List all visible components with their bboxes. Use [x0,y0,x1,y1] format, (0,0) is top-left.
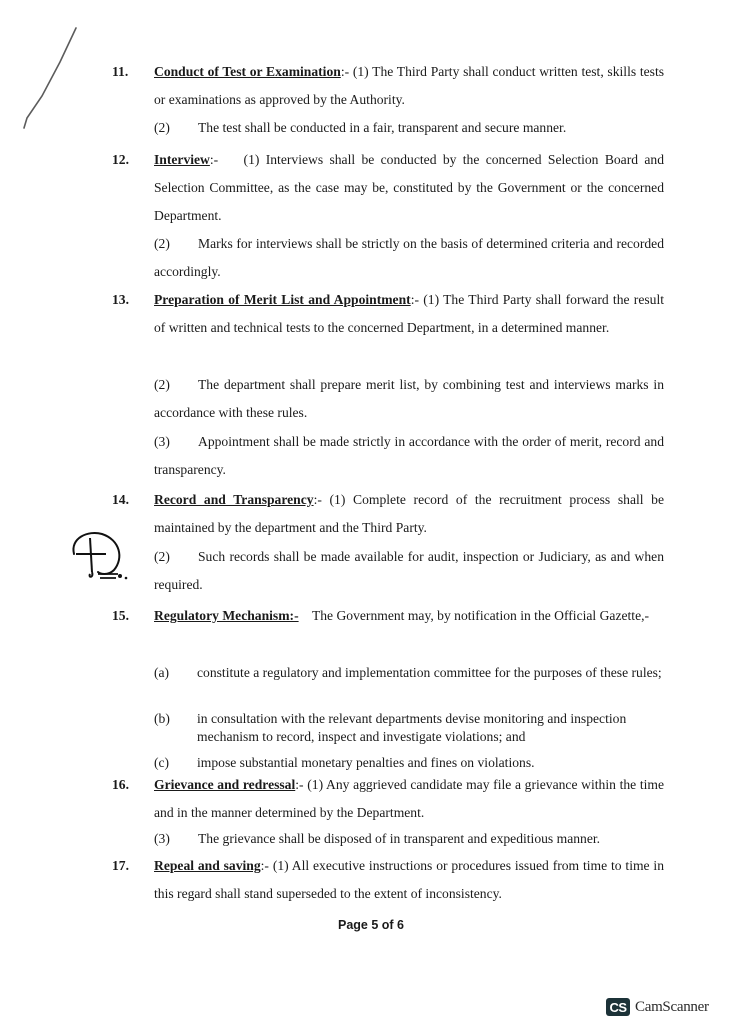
section-number: 15. [112,608,129,623]
subclause-label: (2) [154,377,170,392]
section-text: (1) The Third Party shall conduct written test, skills tests or examinations as approved by the Authority. [154,64,665,107]
subclause-text: The grievance shall be disposed of in transparent and expeditious manner. [198,831,601,846]
subclause-label: (3) [154,434,170,449]
section-heading: Preparation of Merit List and Appointment [154,292,411,307]
section-text: (1) Complete record of the recruitment process shall be maintained by the department and the Third Party. [154,492,665,535]
subclause-text: The test shall be conducted in a fair, transparent and secure manner. [198,120,567,135]
section-text: The Government may, by notification in the Official Gazette,- [311,608,650,623]
section-heading: Repeal and saving [154,858,261,873]
section-body: Interview:- (1) Interviews shall be conducted by the concerned Selection Board and Selection Committee, as the case may be, constituted by the Government or the concerned Department. [154,152,665,223]
item-text: in consultation with the relevant departments devise monitoring and inspection mechanism to record, inspect and investigate violations; and [197,711,627,744]
subclause-label: (3) [154,831,170,846]
subclause-text: Appointment shall be made strictly in accordance with the order of merit, record and transparency. [154,434,664,477]
section-heading: Grievance and redressal [154,777,296,792]
section-text: (1) Any aggrieved candidate may file a grievance within the time and in the manner determined by the Department. [154,777,665,820]
item-text: impose substantial monetary penalties and fines on violations. [197,755,535,770]
subclause-text: Marks for interviews shall be strictly on the basis of determined criteria and recorded accordingly. [154,236,664,279]
item-text: constitute a regulatory and implementation committee for the purposes of these rules; [197,665,662,680]
section-number: 16. [112,777,129,792]
page-number: Page 5 of 6 [338,918,404,932]
pen-mark-icon [0,0,100,150]
subclause-text: Such records shall be made available for audit, inspection or Judiciary, as and when required. [154,549,664,592]
section-text: (1) Interviews shall be conducted by the concerned Selection Board and Selection Committee, as the case may be, constituted by the Government or the concerned Department. [154,152,665,223]
section-body: Grievance and redressal:- (1) Any aggrieved candidate may file a grievance within the time and in the manner determined by the Department. [154,777,665,820]
signature-initials-icon [68,528,138,584]
section-body [154,602,664,630]
section-heading: Regulatory Mechanism:- [154,608,299,623]
camscanner-logo-icon: CS [606,998,630,1016]
section-text: (1) All executive instructions or procedures issued from time to time in this regard shall stand superseded to the extent of inconsistency. [154,858,664,901]
item-label: (a) [154,665,170,680]
section-heading: Conduct of Test or Examination [154,64,341,79]
camscanner-brand: CamScanner [635,998,709,1015]
section-number: 12. [112,152,129,167]
camscanner-watermark [606,998,709,1016]
subclause-label: (2) [154,549,170,564]
section-number: 17. [112,858,129,873]
section-body: Conduct of Test or Examination:- (1) The Third Party shall conduct written test, skills tests or examinations as approved by the Authority. [154,64,665,107]
subclause-label: (2) [154,120,170,135]
section-number: 11. [112,64,129,79]
section-heading: Record and Transparency [154,492,314,507]
section-text: (1) The Third Party shall forward the result of written and technical tests to the concerned Department, in a determined manner. [154,292,664,335]
section-heading: Interview [154,152,210,167]
section-body: Preparation of Merit List and Appointment:- (1) The Third Party shall forward the result of written and technical tests to the concerned Department, in a determined manner. [154,292,664,335]
section-number: 14. [112,492,129,507]
item-label: (c) [154,755,170,770]
section-body: Record and Transparency:- (1) Complete record of the recruitment process shall be maintained by the department and the Third Party. [154,492,665,535]
section-number: 13. [112,292,129,307]
subclause-label: (2) [154,236,170,251]
item-label: (b) [154,711,170,726]
subclause-text: The department shall prepare merit list, by combining test and interviews marks in accordance with these rules. [154,377,664,420]
section-body: Repeal and saving:- (1) All executive instructions or procedures issued from time to time in this regard shall stand superseded to the extent of inconsistency. [154,858,664,901]
